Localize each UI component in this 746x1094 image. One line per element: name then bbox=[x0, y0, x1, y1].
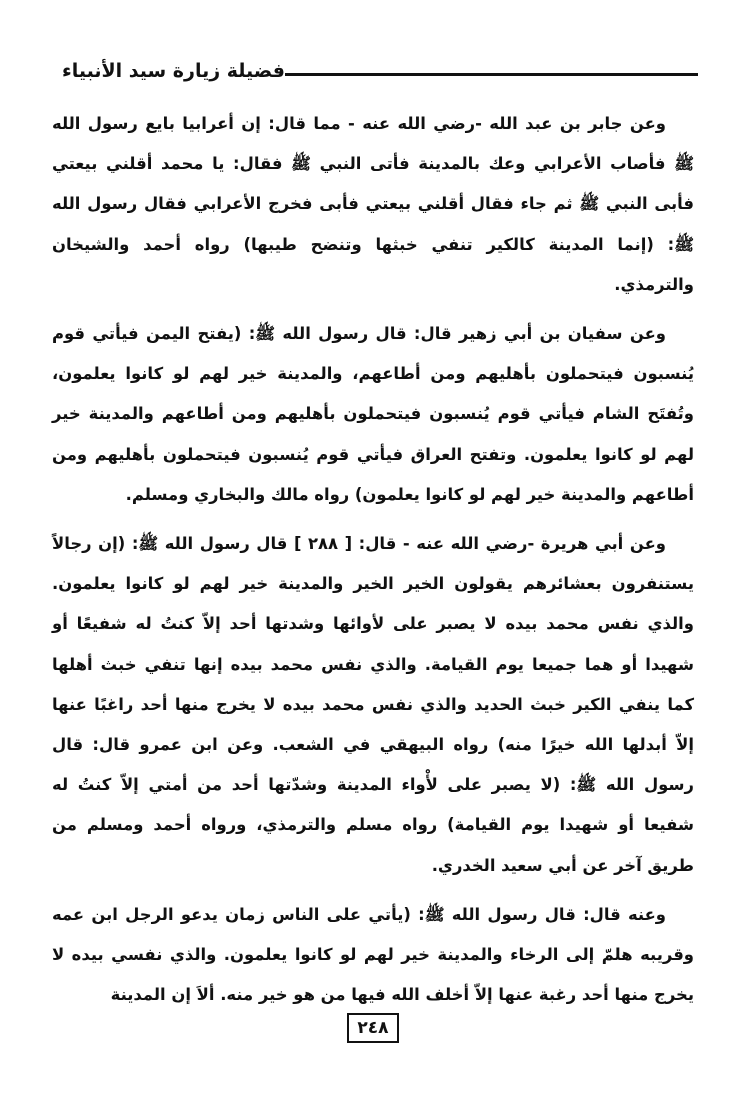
paragraph-wa-anhu: وعنه قال: قال رسول الله ﷺ: (يأتي على الناس زمان يدعو الرجل ابن عمه وقريبه هلمّ إلى الرخاء والمدينة خير لهم لو كانوا يعلمون. والذي نفسي بيده لا يخرج منها أحد رغبة عنها إلاّ أخلف الله فيها من هو خير منه. ألاَ إن المدينة bbox=[52, 904, 694, 1005]
paragraph-sufyan: وعن سفيان بن أبي زهير قال: قال رسول الله ﷺ: (يفتح اليمن فيأتي قوم يُنسبون فيتحملون بأهليهم ومن أطاعهم، والمدينة خير لهم لو كانوا يعلمون، وتُفتَح الشام فيأتي قوم يُنسبون فيتحملون بأهليهم ومن أطاعهم والمدينة خير لهم لو كانوا يعلمون. وتفتح العراق فيأتي قوم يُنسبون فيتحملون بأهليهم ومن أطاعهم والمدينة خير لهم لو كانوا يعلمون) رواه مالك والبخاري ومسلم. bbox=[52, 324, 694, 504]
running-header bbox=[52, 58, 698, 84]
page-body bbox=[52, 104, 694, 1024]
page-footer bbox=[0, 1013, 746, 1043]
running-header-title: فضيلة زيارة سيد الأنبياء bbox=[62, 60, 285, 82]
header-rule-divider bbox=[285, 73, 698, 76]
page-number-box: ٢٤٨ bbox=[347, 1013, 398, 1043]
paragraph-jabir: وعن جابر بن عبد الله -رضي الله عنه - مما قال: إن أعرابيا بايع رسول الله ﷺ فأصاب الأعرابي وعك بالمدينة فأتى النبي ﷺ فقال: يا محمد أقلني بيعتي فأبى النبي ﷺ ثم جاء فقال أقلني بيعتي فأبى فخرج الأعرابي فقال رسول الله ﷺ: (إنما المدينة كالكير تنفي خبثها وتنضح طيبها) رواه أحمد والشيخان والترمذي. bbox=[52, 114, 694, 294]
paragraph-abu-hurayra: وعن أبي هريرة -رضي الله عنه - قال: [ ٢٨٨ ] قال رسول الله ﷺ: (إن رجالاً يستنفرون بعشائرهم يقولون الخير الخير والمدينة خير لهم لو كانوا يعلمون. والذي نفس محمد بيده لا يصبر على لأوائها وشدتها أحد إلاّ كنتُ له شفيعًا أو شهيدا أو هما جميعا يوم القيامة. والذي نفس محمد بيده إنها تنفي خبث أهلها كما ينفي الكير خبث الحديد والذي نفس محمد بيده لا يخرج منها أحد راغبًا عنها إلاّ أبدلها الله خيرًا منه) رواه البيهقي في الشعب. وعن ابن عمرو قال: قال رسول الله ﷺ: (لا يصبر على لأْواء المدينة وشدّتها أحد من أمتي إلاّ كنتُ له شفيعا أو شهيدا يوم القيامة) رواه مسلم والترمذي، ورواه أحمد ومسلم من طريق آخر عن أبي سعيد الخدري. bbox=[52, 534, 694, 875]
